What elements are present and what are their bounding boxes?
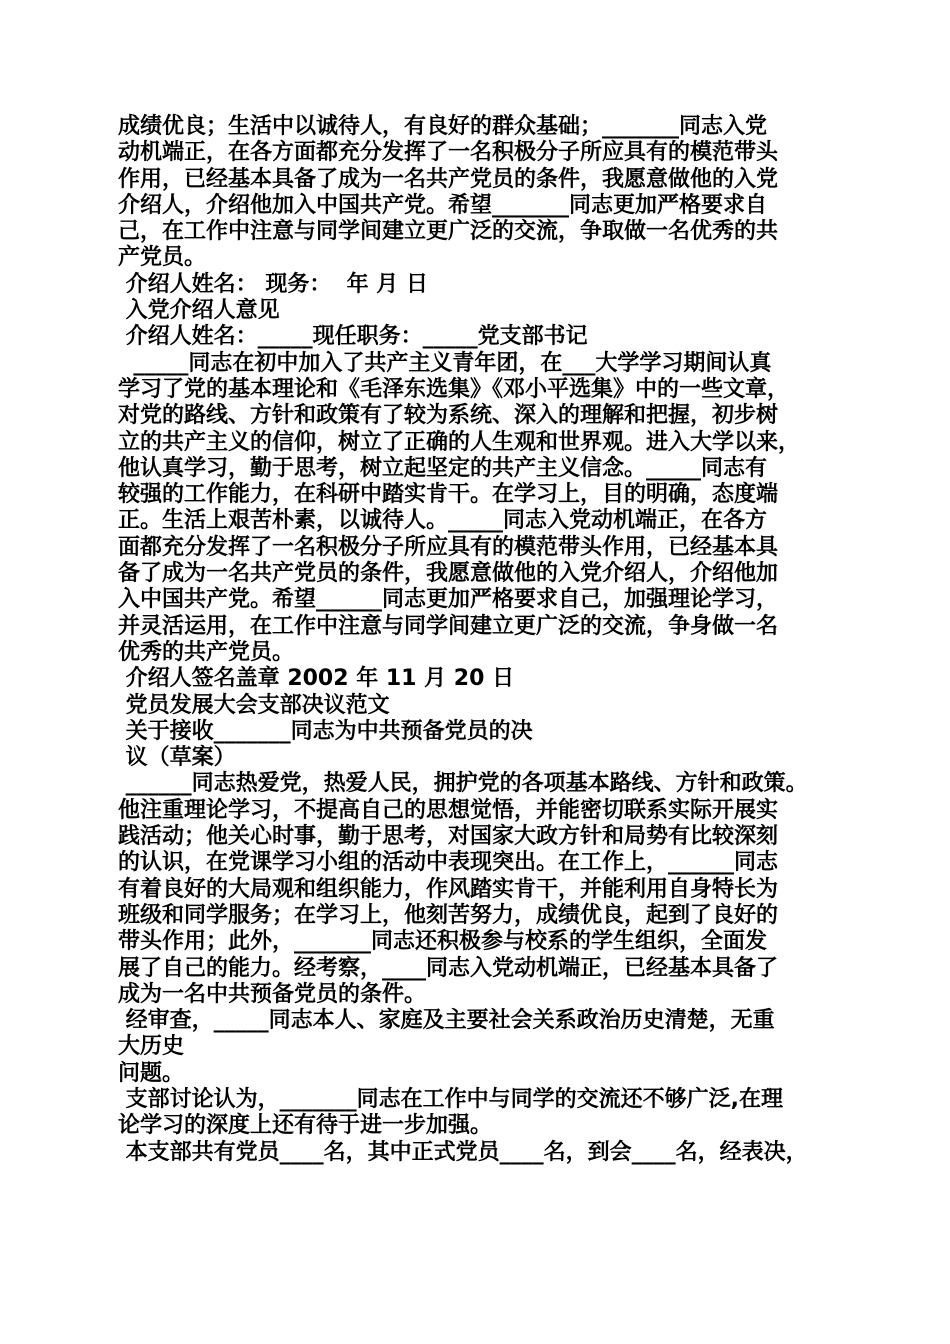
text-line: 班级和同学服务；在学习上，他刻苦努力，成绩优良，起到了良好的 bbox=[118, 902, 779, 928]
text-line: 问题。 bbox=[118, 1060, 185, 1086]
text-line: _____同志在初中加入了共产主义青年团，在___大学学习期间认真 bbox=[118, 350, 772, 376]
text-line: 并灵活运用，在工作中注意与同学间建立更广泛的交流，争身做一名 bbox=[118, 613, 779, 639]
text-line: 己，在工作中注意与同学间建立更广泛的交流，争取做一名优秀的共 bbox=[118, 219, 779, 245]
text-line: 正。生活上艰苦朴素，以诚待人。_____同志入党动机端正，在各方 bbox=[118, 508, 768, 534]
text-line: 介绍人签名盖章 2002 年 11 月 20 日 bbox=[118, 666, 515, 692]
text-line: 较强的工作能力，在科研中踏实肯干。在学习上，目的明确，态度端 bbox=[118, 482, 779, 508]
text-line: 关于接收_______同志为中共预备党员的决 bbox=[118, 718, 533, 744]
text-line: 成为一名中共预备党员的条件。 bbox=[118, 981, 427, 1007]
text-line: 入党介绍人意见 bbox=[118, 298, 280, 324]
text-line: 成绩优良；生活中以诚待人，有良好的群众基础；_______同志入党 bbox=[118, 114, 768, 139]
text-line: 论学习的深度上还有待于进一步加强。 bbox=[118, 1113, 493, 1139]
text-line: 备了成为一名共产党员的条件，我愿意做他的入党介绍人，介绍他加 bbox=[118, 561, 779, 587]
text-line: 介绍人，介绍他加入中国共产党。希望_______同志更加严格要求自 bbox=[118, 192, 768, 218]
text-line: 立的共产主义的信仰，树立了正确的人生观和世界观。进入大学以来， bbox=[118, 429, 801, 455]
document-body bbox=[118, 114, 848, 1166]
text-line: 的认识，在党课学习小组的活动中表现突出。在工作上，______同志 bbox=[118, 850, 779, 876]
text-line: 他认真学习，勤于思考，树立起坚定的共产主义信念。_____同志有 bbox=[118, 455, 768, 481]
text-line: 有着良好的大局观和组织能力，作风踏实肯干，并能利用自身特长为 bbox=[118, 876, 779, 902]
text-line: 带头作用；此外，_______同志还积极参与校系的学生组织，全面发 bbox=[118, 929, 768, 955]
text-line: 展了自己的能力。经考察，____同志入党动机端正，已经基本具备了 bbox=[118, 955, 779, 981]
text-line: 面都充分发挥了一名积极分子所应具有的模范带头作用，已经基本具 bbox=[118, 534, 779, 560]
text-line: 他注重理论学习，不提高自己的思想觉悟，并能密切联系实际开展实 bbox=[118, 797, 779, 823]
text-line: 动机端正，在各方面都充分发挥了一名积极分子所应具有的模范带头 bbox=[118, 140, 779, 166]
text-line: 入中国共产党。希望______同志更加严格要求自己，加强理论学习， bbox=[118, 587, 779, 613]
text-line: 作用，已经基本具备了成为一名共产党员的条件，我愿意做他的入党 bbox=[118, 166, 779, 192]
text-line: 学习了党的基本理论和《毛泽东选集》《邓小平选集》中的一些文章， bbox=[118, 376, 790, 402]
text-line: 介绍人姓名： 现务： 年 月 日 bbox=[118, 271, 428, 297]
text-line: 践活动；他关心时事，勤于思考，对国家大政方针和局势有比较深刻 bbox=[118, 824, 779, 850]
text-line: 大历史 bbox=[118, 1034, 185, 1060]
text-line: 议（草案） bbox=[118, 745, 236, 771]
text-line: ______同志热爱党，热爱人民，拥护党的各项基本路线、方针和政策。 bbox=[118, 771, 808, 797]
text-line: 党员发展大会支部决议范文 bbox=[118, 692, 390, 718]
text-line: 经审查，_____同志本人、家庭及主要社会关系政治历史清楚，无重 bbox=[118, 1008, 775, 1034]
text-line: 优秀的共产党员。 bbox=[118, 639, 295, 665]
text-line: 支部讨论认为，_______同志在工作中与同学的交流还不够广泛,在理 bbox=[118, 1086, 784, 1112]
text-line: 介绍人姓名：_____现任职务：_____党支部书记 bbox=[118, 324, 588, 350]
text-line: 产党员。 bbox=[118, 245, 207, 271]
text-line: 对党的路线、方针和政策有了较为系统、深入的理解和把握，初步树 bbox=[118, 403, 779, 429]
text-line: 本支部共有党员____名，其中正式党员____名，到会____名，经表决， bbox=[118, 1139, 808, 1165]
